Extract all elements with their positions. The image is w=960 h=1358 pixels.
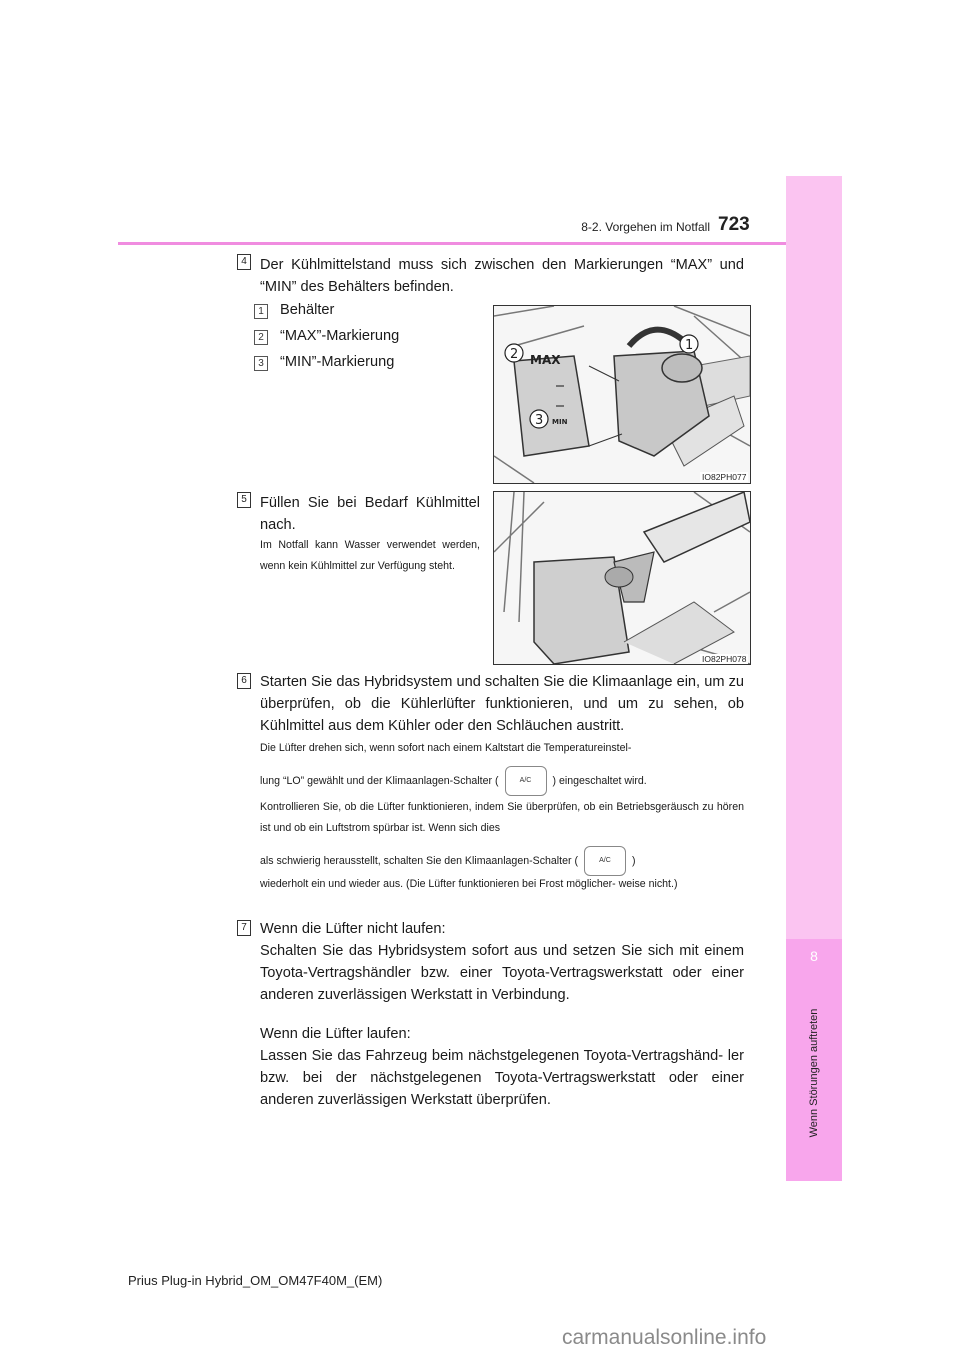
figure-refill-coolant <box>493 491 751 665</box>
step-5-note: Im Notfall kann Wasser verwendet werden, wenn kein Kühlmittel zur Verfügung steht. <box>260 539 480 572</box>
callout-1: 1 <box>685 338 694 353</box>
page-number: 723 <box>718 214 750 235</box>
callout-2: 2 <box>510 347 519 362</box>
header-rule <box>118 242 842 245</box>
figure-code-2: IO82PH078 <box>702 654 747 664</box>
step-6-note-line4-post: ) <box>631 854 636 867</box>
ac-switch-icon: A/C <box>584 846 626 876</box>
step-7-condition-2: Wenn die Lüfter laufen: <box>260 1026 411 1042</box>
step-6-note-line2 <box>260 766 744 796</box>
legend-number-1: 1 <box>254 304 268 319</box>
step-6-note-line2-post: ) eingeschaltet wird. <box>552 774 647 787</box>
refill-coolant-illustration <box>494 492 750 664</box>
figure-code-1: IO82PH077 <box>702 472 747 482</box>
step-7-action-2: Lassen Sie das Fahrzeug beim nächstgelegenen Toyota-Vertragshänd- ler bzw. bei der nächstgelegenen Toyota-Vertragswerkstatt oder einer anderen zuverlässigen Werkstatt überprüfen. <box>260 1048 744 1108</box>
step-4-text: Der Kühlmittelstand muss sich zwischen den Markierungen “MAX” und “MIN” des Behälters befinden. <box>260 257 744 295</box>
legend-label-1: Behälter <box>280 302 335 318</box>
step-6-text: Starten Sie das Hybridsystem und schalten Sie die Klimaanlage ein, um zu überprüfen, ob die Kühlerlüfter funktionieren, und um zu sehen, ob Kühlmittel aus dem Kühler oder den Schläuchen austritt. <box>260 674 744 734</box>
document-footer: Prius Plug-in Hybrid_OM_OM47F40M_(EM) <box>128 1273 383 1288</box>
chapter-title: Wenn Störungen auftreten <box>808 1008 820 1138</box>
step-7-action-1: Schalten Sie das Hybridsystem sofort aus und setzen Sie sich mit einem Toyota-Vertragshändler bzw. einer Toyota-Vertragswerkstatt oder einer anderen zuverlässigen Werkstatt in Verbindung. <box>260 943 744 1003</box>
step-number-6: 6 <box>237 673 251 689</box>
step-6-note-line4-pre: als schwierig herausstellt, schalten Sie den Klimaanlagen-Schalter ( <box>260 854 578 867</box>
step-6-note-line4 <box>260 846 744 876</box>
step-6-note-line5: wiederholt ein und wieder aus. (Die Lüfter funktionieren bei Frost möglicher- weise nicht.) <box>260 878 678 890</box>
legend-number-2: 2 <box>254 330 268 345</box>
figure-coolant-reservoir <box>493 305 751 484</box>
legend-label-2: “MAX”-Markierung <box>280 328 400 344</box>
step-6-note-line2-pre: lung “LO” gewählt und der Klimaanlagen-Schalter ( <box>260 774 499 787</box>
step-6-note-line1: Die Lüfter drehen sich, wenn sofort nach einem Kaltstart die Temperatureinstel- <box>260 742 632 754</box>
step-5-text: Füllen Sie bei Bedarf Kühlmittel nach. <box>260 495 480 533</box>
section-header: 8-2. Vorgehen im Notfall <box>581 220 710 234</box>
step-number-5: 5 <box>237 492 251 508</box>
step-6-note-line3: Kontrollieren Sie, ob die Lüfter funktionieren, indem Sie überprüfen, ob ein Betriebsgeräusch zu hören ist und ob ein Luftstrom spürbar ist. Wenn sich dies <box>260 801 744 834</box>
legend-label-3: “MIN”-Markierung <box>280 354 395 370</box>
min-mark: MIN <box>552 418 568 426</box>
coolant-reservoir-illustration <box>494 306 750 483</box>
max-mark: MAX <box>530 353 561 367</box>
step-number-4: 4 <box>237 254 251 270</box>
legend-number-3: 3 <box>254 356 268 371</box>
step-number-7: 7 <box>237 920 251 936</box>
step-7-condition-1: Wenn die Lüfter nicht laufen: <box>260 921 446 937</box>
chapter-number: 8 <box>810 948 818 964</box>
watermark: carmanualsonline.info <box>562 1326 767 1349</box>
ac-switch-icon: A/C <box>505 766 547 796</box>
callout-3: 3 <box>535 413 544 428</box>
